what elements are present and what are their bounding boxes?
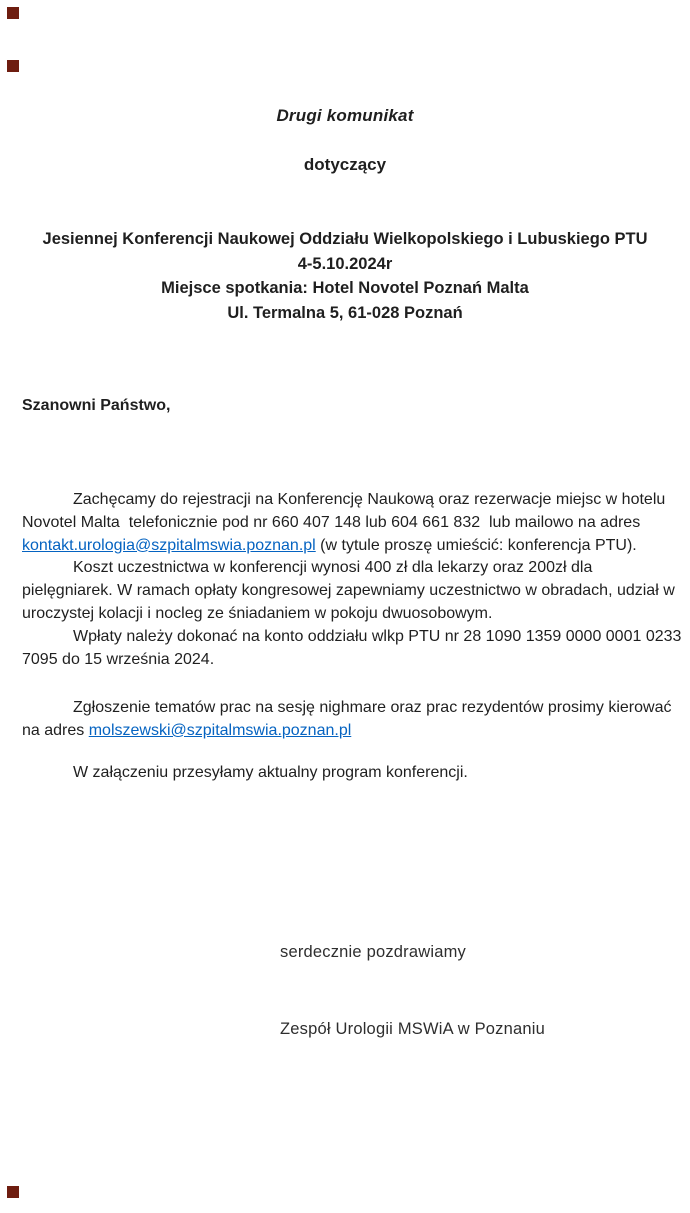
body-text-segment: na adres xyxy=(22,721,89,739)
heading-line-date: 4-5.10.2024r xyxy=(297,254,393,273)
attachment-paragraph xyxy=(22,762,674,785)
body-line: W załączeniu przesyłamy aktualny program konferencji. xyxy=(73,764,468,781)
body-line: pielęgniarek. W ramach opłaty kongresowej zapewniamy uczestnictwo w obradach, udział w xyxy=(22,582,675,600)
body-line: Novotel Malta telefonicznie pod nr 660 407 148 lub 604 661 832 lub mailowo na adres xyxy=(22,513,641,531)
body-line: Koszt uczestnictwa w konferencji wynosi 400 zł dla lekarzy oraz 200zł dla xyxy=(73,559,593,577)
body-line: Wpłaty należy dokonać na konto oddziału wlkp PTU nr 28 1090 1359 0000 0001 0233 xyxy=(73,627,682,645)
submissions-paragraph xyxy=(22,697,674,743)
heading-line-conference-name: Jesiennej Konferencji Naukowej Oddziału Wielkopolskiego i Lubuskiego PTU xyxy=(42,230,648,248)
red-square-marker xyxy=(7,60,19,72)
body-line xyxy=(22,535,674,558)
body-line: uroczystej kolacji i nocleg ze śniadaniem w pokoju dwuosobowym. xyxy=(22,604,493,622)
body-line: Zgłoszenie tematów prac na sesję nighmare oraz prac rezydentów prosimy kierować xyxy=(73,699,672,716)
heading-line-venue: Miejsce spotkania: Hotel Novotel Poznań Malta xyxy=(161,279,529,297)
email-link-kontakt-urologia[interactable]: kontakt.urologia@szpitalmswia.poznan.pl xyxy=(22,536,316,554)
body-text-segment: (w tytule proszę umieścić: konferencja PTU). xyxy=(315,536,637,554)
body-line xyxy=(22,720,674,743)
body-line: Zachęcamy do rejestracji na Konferencję Naukową oraz rezerwacje miejsc w hotelu xyxy=(73,491,666,508)
heading-line-address: Ul. Termalna 5, 61-028 Poznań xyxy=(227,303,463,322)
conference-heading xyxy=(0,227,690,325)
closing-regards: serdecznie pozdrawiamy xyxy=(280,943,466,961)
red-square-marker xyxy=(7,1186,19,1198)
document-subtitle: dotyczący xyxy=(303,155,387,174)
red-square-marker xyxy=(7,7,19,19)
body-text-block xyxy=(22,489,682,671)
salutation: Szanowni Państwo, xyxy=(22,397,171,414)
closing-signature: Zespół Urologii MSWiA w Poznaniu xyxy=(280,1020,546,1038)
document-title: Drugi komunikat xyxy=(276,106,414,125)
email-link-molszewski[interactable]: molszewski@szpitalmswia.poznan.pl xyxy=(88,721,352,739)
body-line: 7095 do 15 września 2024. xyxy=(22,650,215,668)
